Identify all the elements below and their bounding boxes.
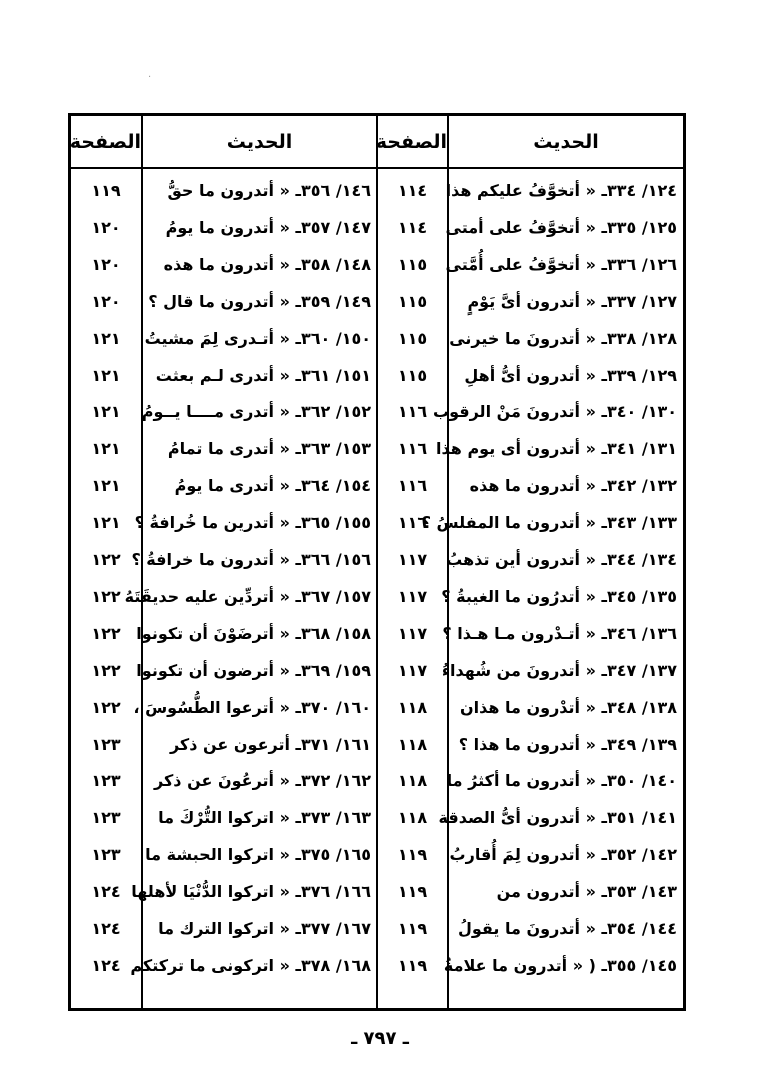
page-ref: ١٢٤ — [91, 955, 121, 975]
hadith-entry: ١٣٥/ ٣٤٥ـ « أتدرُون ما الغيبةُ ؟ — [441, 586, 677, 606]
hadith-entry: ١٣٤/ ٣٤٤ـ « أتدرون أين تذهبُ — [446, 550, 677, 569]
hadith-entry: ١٦٧/ ٣٧٧ـ « اتركوا الترك ما — [158, 919, 371, 938]
hadith-entry: ١٥٧/ ٣٦٧ـ « أتردِّين عليه حديقَتَهُ — [124, 586, 371, 606]
page-ref: ١١٥ — [397, 254, 428, 274]
page-ref: ١١٩ — [397, 955, 428, 975]
page-ref: ١١٤ — [397, 217, 428, 237]
hadith-entry: ١٣٩/ ٣٤٩ـ « أتدرون ما هذا ؟ — [458, 734, 677, 754]
hadith-entry: ١٦٣/ ٣٧٣ـ « اتركوا التُّرْكَ ما — [158, 808, 371, 828]
page-ref: ١١٧ — [397, 660, 428, 680]
hadith-entry: ١٥٢/ ٣٦٢ـ « أتدرى مــــا يــومُ — [141, 402, 371, 422]
page-ref: ١١٨ — [397, 771, 428, 791]
page-ref: ١٢٢ — [91, 660, 121, 680]
header-page-right: الصفحة — [375, 131, 447, 153]
hadith-entry: ١٢٤/ ٣٣٤ـ « أتخوَّفُ عليكم هذا — [445, 181, 677, 200]
page-ref: ١٢٤ — [91, 919, 121, 938]
hadith-entry: ١٦٥/ ٣٧٥ـ « اتركوا الحبشة ما — [145, 845, 371, 865]
page-ref: ١٢٠ — [91, 254, 121, 274]
page-ref: ١١٧ — [397, 586, 428, 606]
hadith-entry: ١٢٨/ ٣٣٨ـ « أتدرونَ ما خيرنى — [449, 328, 677, 348]
page-ref: ١٢٠ — [91, 291, 121, 311]
page-ref: ١١٦ — [397, 513, 428, 533]
page-ref: ١٢١ — [91, 439, 121, 459]
hadith-entry: ١٢٧/ ٣٣٧ـ « أتدرون أىَّ يَوْمٍ — [467, 291, 677, 311]
page-ref: ١١٨ — [397, 734, 428, 754]
page-ref: ١٢٢ — [91, 623, 121, 643]
hadith-entry: ١٤٩/ ٣٥٩ـ « أتدرون ما قال ؟ — [148, 291, 371, 311]
hadith-entry: ١٣٢/ ٣٤٢ـ « أتدرون ما هذه — [469, 476, 677, 496]
hadith-entry: ١٥٣/ ٣٦٣ـ « أتدرى ما تمامُ — [167, 439, 371, 459]
page-ref: ١٢٢ — [91, 586, 121, 606]
hadith-entry: ١٣٦/ ٣٤٦ـ « أتـدْرون مـا هـذا ؟ — [442, 623, 677, 643]
page-ref: ١٢٢ — [91, 697, 121, 717]
page-ref: ١٢١ — [91, 365, 121, 385]
page-ref: ١٢٣ — [91, 845, 121, 865]
hadith-entry: ١٦٨/ ٣٧٨ـ « اتركونى ما تركتكم — [130, 955, 371, 975]
page-ref: ١١٩ — [397, 919, 428, 938]
hadith-entry: ١٣١/ ٣٤١ـ « أتدرون أى يوم هذا — [436, 439, 677, 459]
hadith-entry: ١٥١/ ٣٦١ـ « أتدرى لـم بعثت — [155, 365, 371, 385]
page-ref: ١١٥ — [397, 365, 428, 385]
page-ref: ١١٥ — [397, 291, 428, 311]
hadith-entry: ١٣٠/ ٣٤٠ـ « أتدرونَ مَنْ الرقوب — [433, 402, 677, 422]
scan-speck: · — [148, 72, 152, 83]
header-page-left: الصفحة — [69, 131, 141, 153]
hadith-entry: ١٦٢/ ٣٧٢ـ « أترعُونَ عن ذكر — [154, 771, 371, 791]
page-ref: ١٢٢ — [91, 550, 121, 569]
page-ref: ١٢٣ — [91, 734, 121, 754]
header-underline — [71, 167, 683, 169]
hadith-entry: ١٦١/ ٣٧١ـ أترعون عن ذكر — [169, 734, 371, 754]
hadith-entry: ١٥٤/ ٣٦٤ـ « أتدرى ما يومُ — [174, 476, 371, 496]
hadith-entry: ١٥٠/ ٣٦٠ـ « أتـدرى لِمَ مشيتُ — [144, 328, 371, 348]
hadith-entry: ١٢٦/ ٣٣٦ـ « أتخوَّفُ على أُمَّتى — [445, 254, 677, 274]
hadith-entry: ١٥٥/ ٣٦٥ـ « أتدرين ما خُرافةُ ؟ — [134, 513, 371, 533]
page-ref: ١٢٣ — [91, 808, 121, 828]
page-ref: ١١٩ — [397, 845, 428, 865]
hadith-entry: ١٤٣/ ٣٥٣ـ « أتدرون من — [496, 882, 677, 902]
hadith-entry: ١٤٦/ ٣٥٦ـ « أتدرون ما حقُّ — [167, 181, 371, 200]
hadith-entry: ١٥٨/ ٣٦٨ـ « أترضَوْنَ أن تكونوا — [136, 623, 371, 643]
page-ref: ١١٦ — [397, 402, 428, 422]
page-ref: ١٢١ — [91, 328, 121, 348]
page-ref: ١١٤ — [397, 181, 428, 200]
hadith-entry: ١٣٣/ ٣٤٣ـ « أتدرون ما المفلسُ ؟ — [421, 513, 677, 533]
page-ref: ١١٨ — [397, 697, 428, 717]
page-ref: ١١٩ — [91, 181, 121, 200]
page-ref: ١١٨ — [397, 808, 428, 828]
header-hadith-left: الحديث — [226, 131, 293, 153]
hadith-entry: ١٤٧/ ٣٥٧ـ « أتدرون ما يومُ — [165, 217, 371, 237]
hadith-entry: ١٣٧/ ٣٤٧ـ « أتدرونَ من شُهداءُ — [441, 660, 677, 680]
page-ref: ١١٦ — [397, 439, 428, 459]
page-ref: ١٢٠ — [91, 217, 121, 237]
hadith-entry: ١٦٠/ ٣٧٠ـ « أترعوا الطُّسُوسَ ، — [133, 697, 371, 717]
page-ref: ١١٩ — [397, 882, 428, 902]
hadith-entry: ١٤٤/ ٣٥٤ـ « أتدرونَ ما يقولُ — [458, 919, 677, 938]
page-ref: ١٢١ — [91, 513, 121, 533]
hadith-entry: ١٥٩/ ٣٦٩ـ « أترضون أن تكونوا — [136, 660, 371, 680]
page-ref: ١٢٤ — [91, 882, 121, 902]
page-ref: ١٢١ — [91, 402, 121, 422]
page-ref: ١١٧ — [397, 550, 428, 569]
hadith-entry: ١٣٨/ ٣٤٨ـ « أتدْرون ما هذان — [459, 697, 677, 717]
page-ref: ١١٧ — [397, 623, 428, 643]
hadith-entry: ١٦٦/ ٣٧٦ـ « اتركوا الدُّنْيَا لأهلها — [131, 882, 371, 902]
hadith-entry: ١٤٠/ ٣٥٠ـ « أتدرون ما أكثرُ ما — [446, 771, 677, 791]
hadith-entry: ١٥٦/ ٣٦٦ـ « أتدرون ما خرافةُ ؟ — [131, 550, 371, 569]
page-ref: ١١٦ — [397, 476, 428, 496]
hadith-entry: ١٤١/ ٣٥١ـ « أتدرون أىُّ الصدقة — [438, 808, 677, 828]
hadith-entry: ١٢٩/ ٣٣٩ـ « أتدرون أىُّ أهلِ — [464, 365, 677, 385]
page-ref: ١٢١ — [91, 476, 121, 496]
index-table — [68, 113, 686, 1011]
header-hadith-right: الحديث — [533, 131, 599, 153]
page-ref: ١٢٣ — [91, 771, 121, 791]
hadith-entry: ١٤٨/ ٣٥٨ـ « أتدرون ما هذه — [163, 254, 371, 274]
hadith-entry: ١٤٢/ ٣٥٢ـ « أتدرون لِمَ أُقاربُ — [449, 845, 677, 865]
page-ref: ١١٥ — [397, 328, 428, 348]
page-number: ـ ٧٩٧ ـ — [351, 1028, 409, 1049]
hadith-entry: ١٢٥/ ٣٣٥ـ « أتخوَّفُ على أمتى — [445, 217, 677, 237]
hadith-entry: ١٤٥/ ٣٥٥ـ ( « أتدرون ما علامةُ — [443, 955, 677, 975]
